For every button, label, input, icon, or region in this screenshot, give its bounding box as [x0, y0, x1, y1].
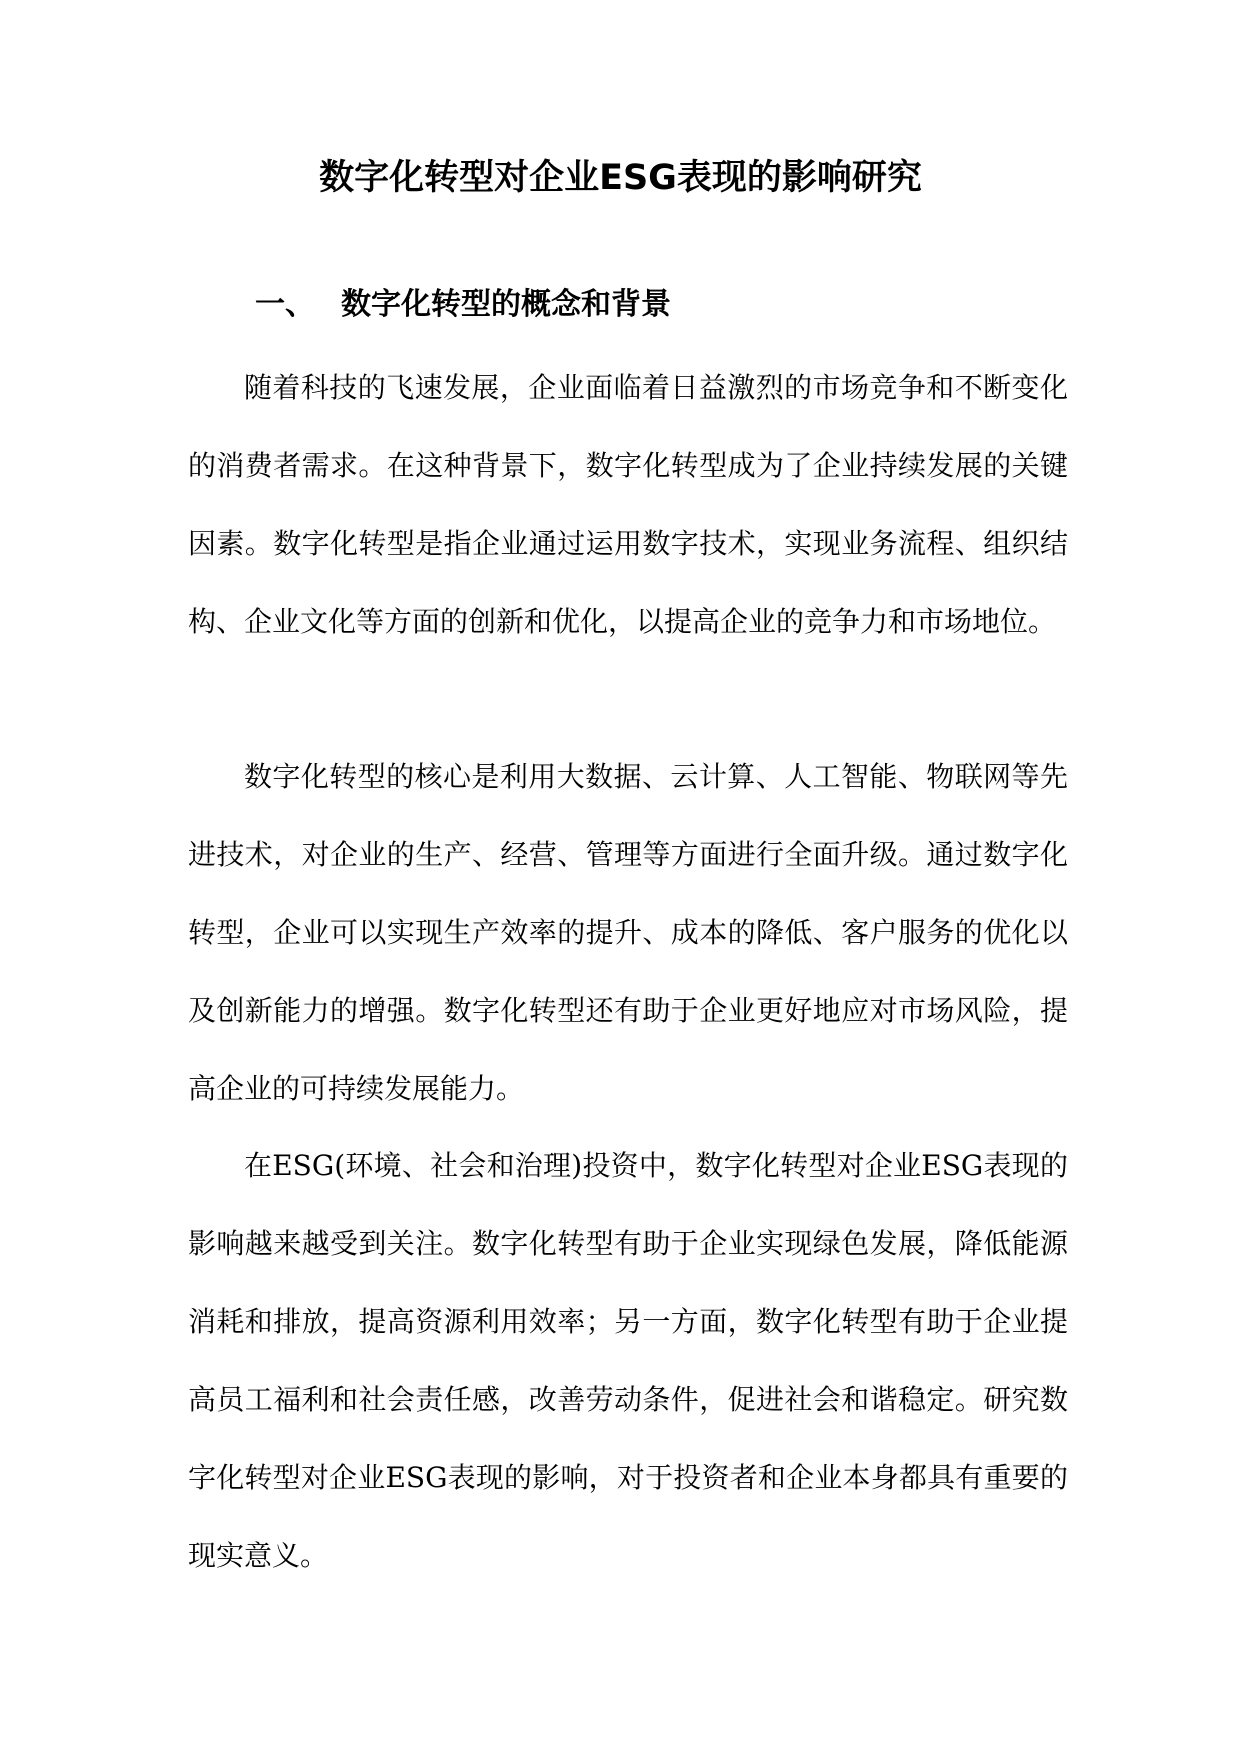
body-paragraph: 数字化转型的核心是利用大数据、云计算、人工智能、物联网等先进技术，对企业的生产、经营、管理等方面进行全面升级。通过数字化转型，企业可以实现生产效率的提升、成本的降低、客户服务的优化以及创新能力的增强。数字化转型还有助于企业更好地应对市场风险，提高企业的可持续发展能力。 [188, 760, 1068, 1105]
section-title: 数字化转型的概念和背景 [341, 287, 671, 322]
section-heading [255, 277, 671, 333]
document-title: 数字化转型对企业ESG表现的影响研究 [319, 158, 922, 198]
section-number: 一、 [255, 287, 315, 322]
body-paragraph: 在ESG(环境、社会和治理)投资中，数字化转型对企业ESG表现的影响越来越受到关注。数字化转型有助于企业实现绿色发展，降低能源消耗和排放，提高资源利用效率；另一方面，数字化转型有助于企业提高员工福利和社会责任感，改善劳动条件，促进社会和谐稳定。研究数字化转型对企业ESG表现的影响，对于投资者和企业本身都具有重要的现实意义。 [188, 1149, 1068, 1572]
body-paragraph: 随着科技的飞速发展，企业面临着日益激烈的市场竞争和不断变化的消费者需求。在这种背景下，数字化转型成为了企业持续发展的关键因素。数字化转型是指企业通过运用数字技术，实现业务流程、组织结构、企业文化等方面的创新和优化，以提高企业的竞争力和市场地位。 [188, 371, 1068, 638]
